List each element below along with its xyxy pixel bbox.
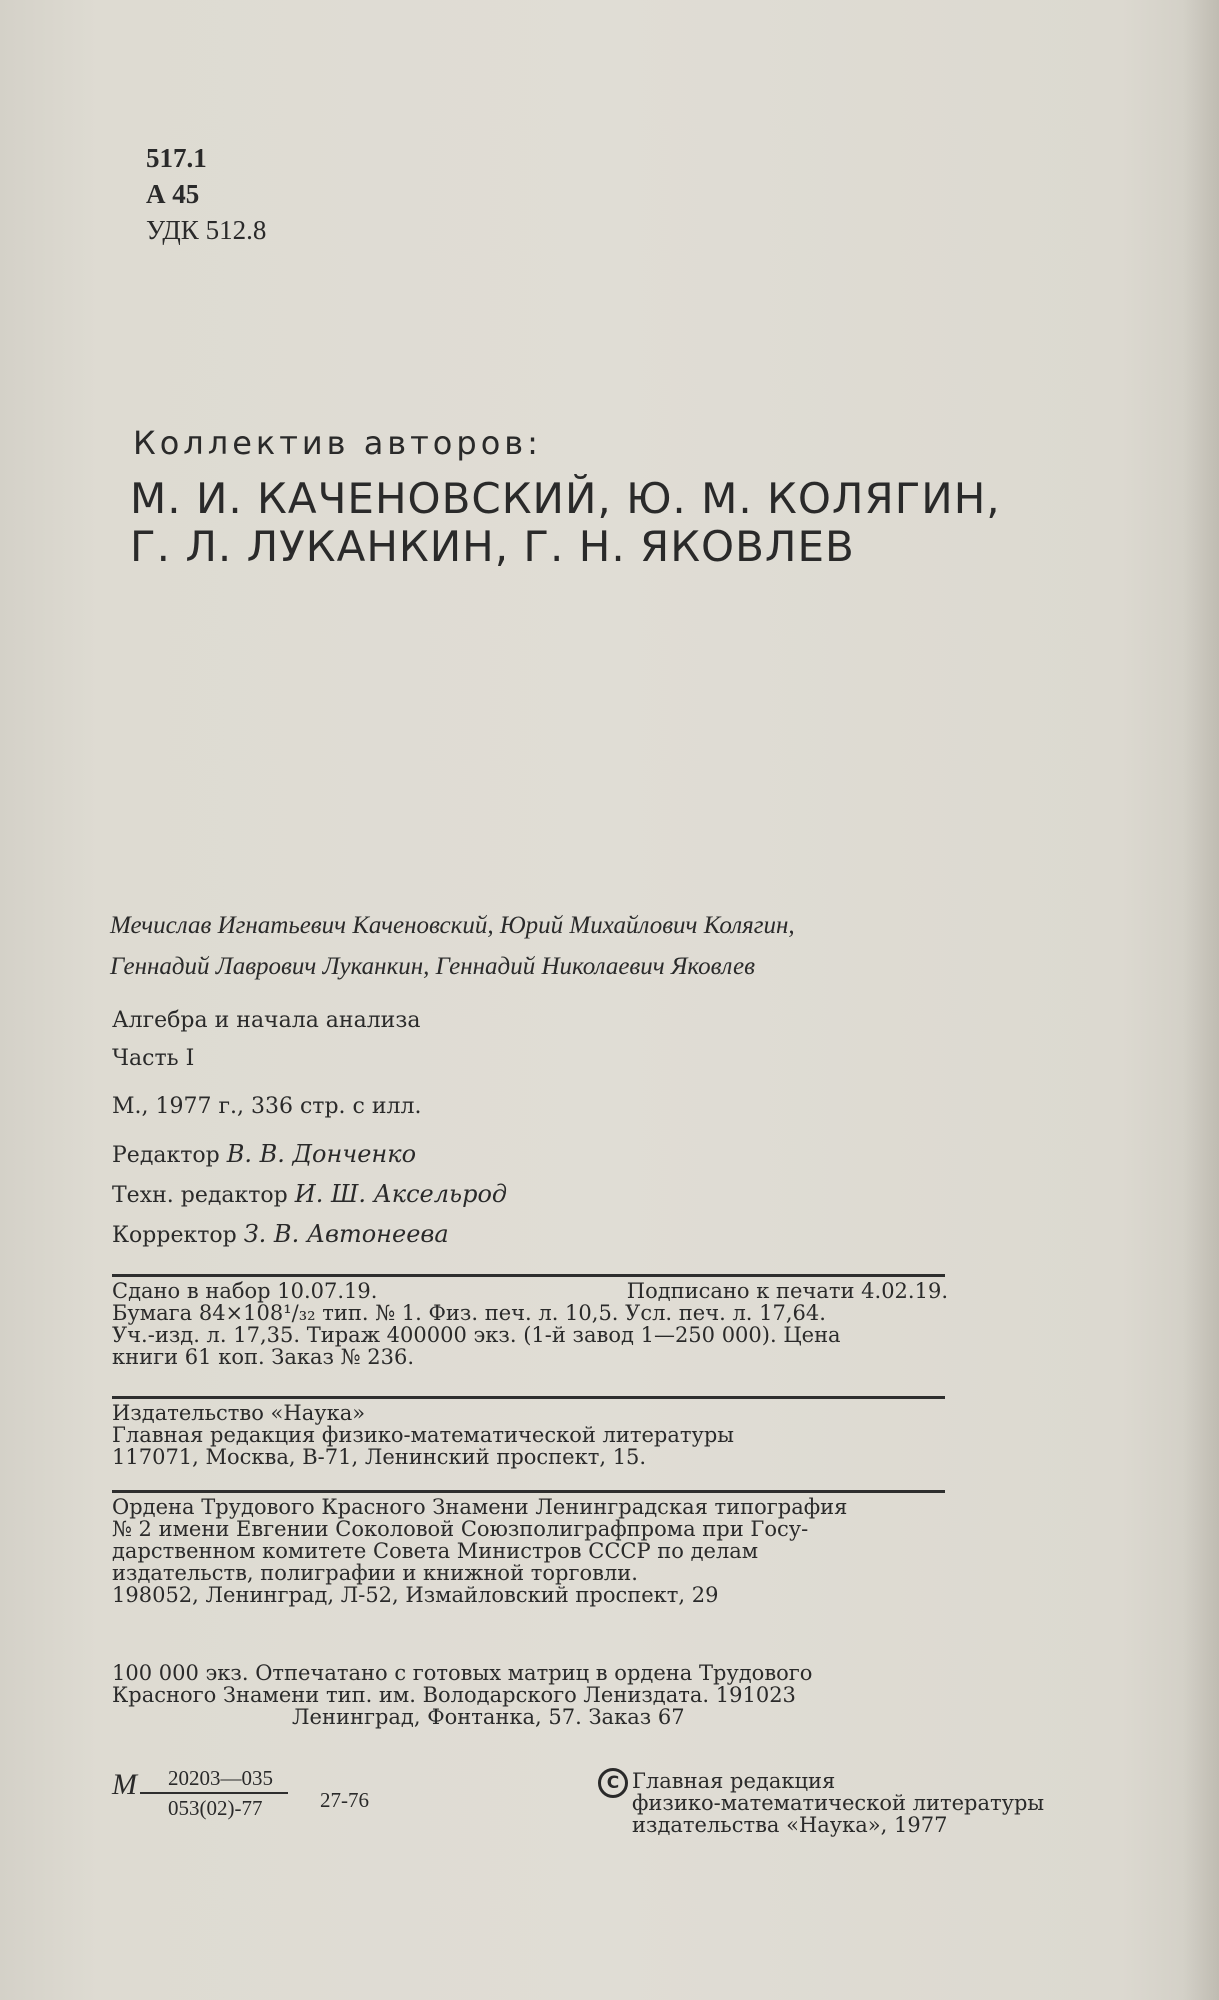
- reprint-line: Ленинград, Фонтанка, 57. Заказ 67: [292, 1705, 685, 1729]
- print-info-line: Бумага 84×108¹/₃₂ тип. № 1. Физ. печ. л. 10,5. Усл. печ. л. 17,64.: [112, 1301, 826, 1325]
- reprint-block: [112, 1662, 948, 1728]
- fraction-bar: [140, 1792, 288, 1794]
- full-names-line-2: Геннадий Лаврович Луканкин, Геннадий Николаевич Яковлев: [110, 953, 755, 980]
- printer-line: дарственном комитете Совета Министров СССР по делам: [112, 1539, 759, 1563]
- classification-code: 517.1: [146, 143, 207, 173]
- authors-line-1: М. И. КАЧЕНОВСКИЙ, Ю. М. КОЛЯГИН,: [130, 474, 1001, 523]
- print-info-line: [112, 1280, 948, 1302]
- book-part: Часть I: [112, 1046, 195, 1071]
- reprint-line: 100 000 экз. Отпечатано с готовых матриц в ордена Трудового: [112, 1661, 813, 1685]
- classification-letter-code: А 45: [146, 179, 200, 209]
- authors-line-2: Г. Л. ЛУКАНКИН, Г. Н. ЯКОВЛЕВ: [130, 522, 855, 571]
- corrector-label: Корректор: [112, 1223, 237, 1248]
- copyright-block: [632, 1770, 1044, 1836]
- index-denominator: 053(02)-77: [168, 1796, 263, 1820]
- udk-code: УДК 512.8: [146, 215, 267, 245]
- copyright-line: Главная редакция: [632, 1769, 836, 1793]
- tech-editor-label: Техн. редактор: [112, 1183, 288, 1208]
- index-suffix: 27-76: [320, 1788, 369, 1812]
- printer-line: издательств, полиграфии и книжной торговли.: [112, 1561, 638, 1585]
- publisher-line: 117071, Москва, В-71, Ленинский проспект, 15.: [112, 1445, 647, 1469]
- book-title: Алгебра и начала анализа: [112, 1008, 421, 1033]
- tech-editor-name: И. Ш. Аксельрод: [294, 1180, 508, 1208]
- print-info-line: книги 61 коп. Заказ № 236.: [112, 1345, 414, 1369]
- authors-collective-label: Коллектив авторов:: [133, 424, 542, 462]
- index-letter: М: [112, 1768, 137, 1801]
- editor-credit: [112, 1140, 416, 1168]
- printer-block: [112, 1496, 948, 1606]
- print-info-line: Уч.-изд. л. 17,35. Тираж 400000 экз. (1-й завод 1—250 000). Цена: [112, 1323, 841, 1347]
- copyright-icon: С: [598, 1768, 628, 1798]
- copyright-line: физико-математической литературы: [632, 1791, 1045, 1815]
- tech-editor-credit: [112, 1180, 507, 1208]
- index-numerator: 20203—035: [168, 1766, 273, 1790]
- publisher-block: [112, 1402, 948, 1468]
- editor-label: Редактор: [112, 1143, 220, 1168]
- editor-name: В. В. Донченко: [226, 1140, 417, 1168]
- full-names-line-1: Мечислав Игнатьевич Каченовский, Юрий Михайлович Колягин,: [110, 912, 795, 939]
- page-edge-shadow: [1183, 0, 1219, 2000]
- print-info-block: [112, 1280, 948, 1368]
- copyright-line: издательства «Наука», 1977: [632, 1813, 948, 1837]
- divider-rule: [112, 1396, 945, 1399]
- divider-rule: [112, 1490, 945, 1493]
- printer-line: Ордена Трудового Красного Знамени Ленинградская типография: [112, 1495, 848, 1519]
- submitted-date: Сдано в набор 10.07.19.: [112, 1279, 378, 1303]
- corrector-credit: [112, 1220, 449, 1248]
- divider-rule: [112, 1274, 945, 1277]
- printer-line: № 2 имени Евгении Соколовой Союзполиграфпрома при Госу-: [112, 1517, 809, 1541]
- publisher-line: Издательство «Наука»: [112, 1401, 366, 1425]
- corrector-name: З. В. Автонеева: [243, 1220, 449, 1248]
- book-imprint: М., 1977 г., 336 стр. с илл.: [112, 1094, 422, 1119]
- signed-date: Подписано к печати 4.02.19.: [626, 1279, 948, 1303]
- reprint-line: Красного Знамени тип. им. Володарского Лениздата. 191023: [112, 1683, 796, 1707]
- publisher-line: Главная редакция физико-математической литературы: [112, 1423, 735, 1447]
- printer-line: 198052, Ленинград, Л-52, Измайловский проспект, 29: [112, 1583, 719, 1607]
